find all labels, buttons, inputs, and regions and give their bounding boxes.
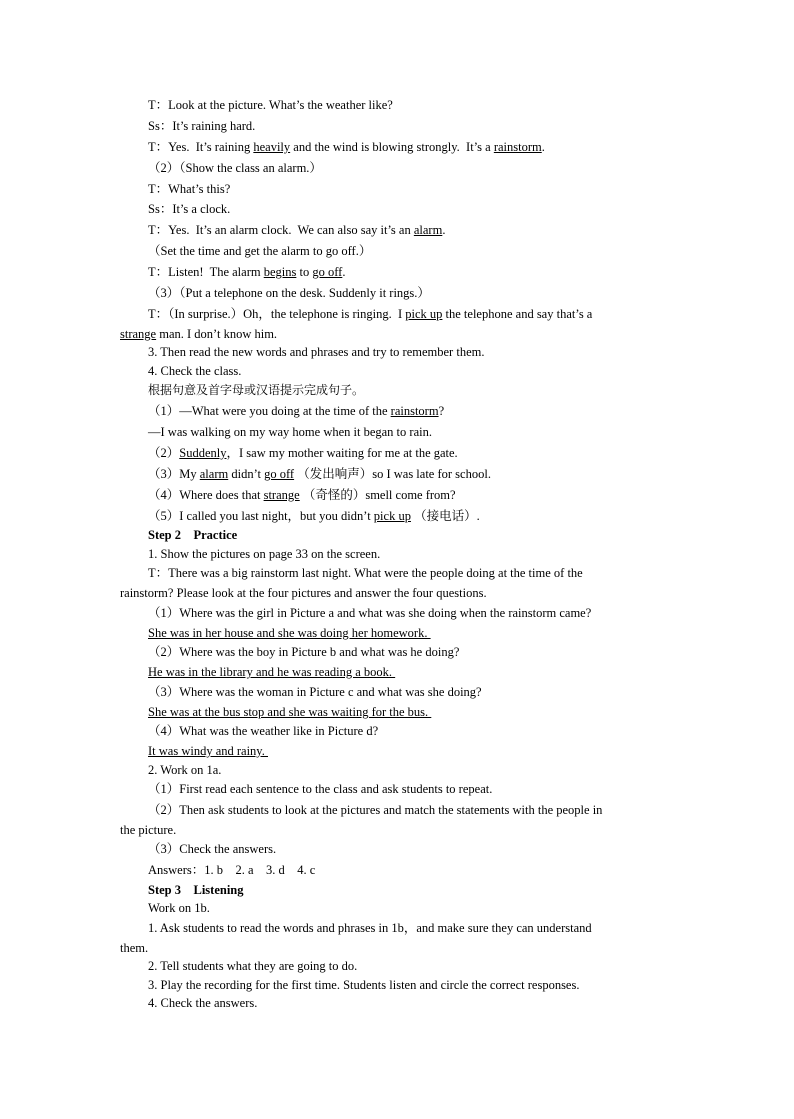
question: （2）Where was the boy in Picture b and what was he doing?	[148, 645, 460, 659]
answer-underlined: Suddenly	[179, 446, 227, 460]
question: （1）Where was the girl in Picture a and what was she doing when the rainstorm came?	[148, 606, 592, 620]
answer-underlined: strange	[263, 488, 300, 502]
exercise-heading: 根据句意及首字母或汉语提示完成句子。	[148, 383, 365, 397]
answer-underlined: She was in her house and she was doing her homework.	[148, 626, 431, 640]
step-item: 2. Tell students what they are going to do.	[148, 959, 358, 973]
answer-underlined: He was in the library and he was reading a book.	[148, 665, 396, 679]
dialogue-line: T：Yes. It’s an alarm clock. We can also say it’s an alarm.	[148, 223, 446, 237]
step-item: 2. Work on 1a.	[148, 763, 222, 777]
keyword-underlined: rainstorm	[493, 140, 542, 154]
keyword-underlined: pick up	[405, 307, 443, 321]
answers-line: Answers：1. b 2. a 3. d 4. c	[148, 863, 316, 877]
exercise-item: （5）I called you last night，but you didn’t pick up （接电话）.	[148, 509, 480, 523]
keyword-underlined: go off	[312, 265, 343, 279]
dialogue-line: T：Look at the picture. What’s the weather like?	[148, 98, 393, 112]
exercise-item: （2）Suddenly，I saw my mother waiting for me at the gate.	[148, 446, 458, 460]
instruction-line: （2）（Show the class an alarm.）	[148, 161, 322, 175]
dialogue-line: T：Yes. It’s raining heavily and the wind is blowing strongly. It’s a rainstorm.	[148, 140, 545, 154]
dialogue-line: T：（In surprise.）Oh，the telephone is ringing. I pick up the telephone and say that’s a	[148, 307, 593, 321]
answer-underlined: She was at the bus stop and she was waiting for the bus.	[148, 705, 432, 719]
dialogue-line: strange man. I don’t know him.	[120, 327, 278, 341]
instruction-line: （Set the time and get the alarm to go off.）	[148, 244, 372, 258]
dialogue-line: T：Listen! The alarm begins to go off.	[148, 265, 346, 279]
keyword-underlined: alarm	[413, 223, 443, 237]
dialogue-line: T：What’s this?	[148, 182, 231, 196]
exercise-item: （1）—What were you doing at the time of the rainstorm?	[148, 404, 445, 418]
answer-underlined: rainstorm	[390, 404, 439, 418]
step-item: （3）Check the answers.	[148, 842, 277, 856]
answer-underlined: alarm	[199, 467, 229, 481]
question: （3）Where was the woman in Picture c and what was she doing?	[148, 685, 482, 699]
instruction-line: （3）（Put a telephone on the desk. Suddenly it rings.）	[148, 286, 430, 300]
step-item: Work on 1b.	[148, 901, 210, 915]
answer-underlined: go off	[264, 467, 295, 481]
step-item: 1. Ask students to read the words and phrases in 1b，and make sure they can understand	[148, 921, 592, 935]
paragraph-line: rainstorm? Please look at the four pictures and answer the four questions.	[120, 586, 487, 600]
keyword-underlined: begins	[263, 265, 297, 279]
dialogue-line: Ss：It’s a clock.	[148, 202, 231, 216]
exercise-item: （3）My alarm didn’t go off （发出响声）so I was late for school.	[148, 467, 491, 481]
step-item: （1）First read each sentence to the class and ask students to repeat.	[148, 782, 493, 796]
question: （4）What was the weather like in Picture d?	[148, 724, 379, 738]
step-item: them.	[120, 941, 149, 955]
exercise-item: —I was walking on my way home when it began to rain.	[148, 425, 432, 439]
step-item: 4. Check the class.	[148, 364, 242, 378]
step-item: 3. Then read the new words and phrases and try to remember them.	[148, 345, 485, 359]
step-item: （2）Then ask students to look at the pictures and match the statements with the people in	[148, 803, 603, 817]
section-heading: Step 3 Listening	[148, 883, 244, 897]
step-item: 3. Play the recording for the first time. Students listen and circle the correct responses.	[148, 978, 580, 992]
dialogue-line: Ss：It’s raining hard.	[148, 119, 256, 133]
section-heading: Step 2 Practice	[148, 528, 238, 542]
keyword-underlined: strange	[120, 327, 157, 341]
step-item: the picture.	[120, 823, 177, 837]
answer-underlined: It was windy and rainy.	[148, 744, 268, 758]
paragraph-line: T：There was a big rainstorm last night. What were the people doing at the time of the	[148, 566, 583, 580]
keyword-underlined: heavily	[253, 140, 291, 154]
step-item: 1. Show the pictures on page 33 on the screen.	[148, 547, 381, 561]
exercise-item: （4）Where does that strange （奇怪的）smell come from?	[148, 488, 456, 502]
step-item: 4. Check the answers.	[148, 996, 258, 1010]
answer-underlined: pick up	[373, 509, 411, 523]
